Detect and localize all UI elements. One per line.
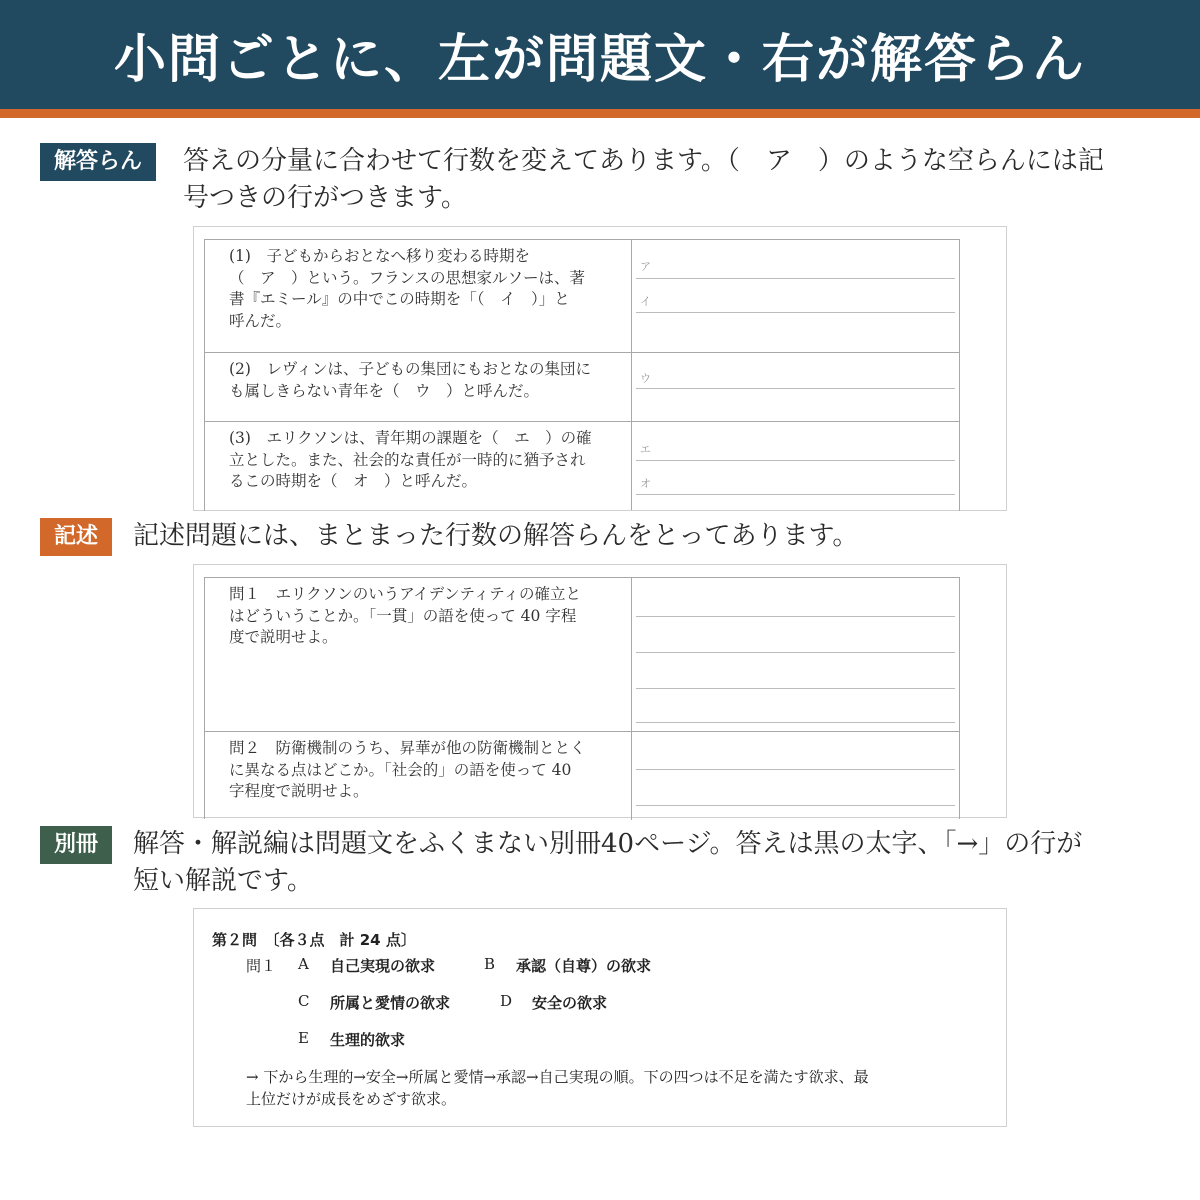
question-row [205, 578, 959, 732]
text-line: (1) 子どもからおとなへ移り変わる時期を [229, 247, 530, 265]
answer-column [631, 422, 959, 510]
page-header [0, 0, 1200, 118]
desc-line: 号つきの行がつきます。 [183, 183, 467, 213]
section-desc-booklet [133, 826, 1082, 900]
question-row [205, 422, 959, 510]
text-line: 書『エミール』の中でこの時期を「（ イ ）」と [229, 290, 570, 308]
answer-line [636, 769, 955, 770]
question-text [229, 584, 625, 649]
sample-written-sheet [193, 564, 1007, 818]
answer-line [636, 805, 955, 806]
answer-line [636, 388, 955, 389]
section-tag-answer: 解答らん [40, 143, 156, 181]
section-tag-written: 記述 [40, 518, 112, 556]
answer-line [636, 312, 955, 313]
answer-text: 承認（自尊）の欲求 [516, 957, 652, 975]
answer-line [636, 652, 955, 653]
sample-answer-booklet [193, 908, 1007, 1127]
text-line: に異なる点はどこか。「社会的」の語を使って 40 [229, 760, 572, 779]
answer-column [631, 578, 959, 731]
text-line: はどういうことか。「一貫」の語を使って 40 字程 [229, 606, 577, 625]
answer-label: ア [640, 260, 651, 273]
text-line: 問１ エリクソンのいうアイデンティティの確立と [229, 585, 582, 603]
booklet-note-line: 上位だけが成長をめざす欲求。 [246, 1090, 457, 1108]
text-line: 立とした。また、社会的な責任が一時的に猶予され [229, 450, 586, 469]
booklet-note-line: → 下から生理的→安全→所属と愛情→承認→自己実現の順。下の四つは不足を満たす欲求、最 [246, 1068, 869, 1086]
text-line: （ ア ）という。フランスの思想家ルソーは、著 [229, 268, 586, 287]
answer-letter: A [298, 955, 309, 973]
text-line: (3) エリクソンは、青年期の課題を（ エ ）の確 [229, 429, 592, 447]
answer-column [631, 240, 959, 352]
answer-line [636, 278, 955, 279]
question-row [205, 353, 959, 422]
answer-label: ウ [640, 372, 651, 385]
booklet-question-label: 問１ [246, 957, 277, 975]
answer-text: 安全の欲求 [532, 994, 608, 1012]
page-title: 小問ごとに、左が問題文・右が解答らん [113, 30, 1086, 90]
answer-column [631, 732, 959, 820]
answer-column [631, 353, 959, 421]
sample-answer-sheet [193, 226, 1007, 511]
text-line: 度で説明せよ。 [229, 628, 338, 646]
text-line: 字程度で説明せよ。 [229, 782, 369, 800]
answer-line [636, 460, 955, 461]
answer-label: イ [640, 295, 651, 308]
section-written [40, 518, 1160, 558]
question-table [204, 239, 960, 511]
question-text [229, 246, 625, 332]
text-line: (2) レヴィンは、子どもの集団にもおとなの集団に [229, 360, 592, 378]
text-line: 問２ 防衛機制のうち、昇華が他の防衛機制ととく [229, 739, 586, 757]
answer-letter: B [484, 955, 496, 973]
section-desc-written [133, 518, 858, 555]
desc-line: 解答・解説編は問題文をふくまない別冊40ページ。答えは黒の太字、「→」の行が [133, 829, 1083, 859]
question-text [229, 738, 625, 803]
text-line: 呼んだ。 [229, 311, 292, 330]
text-line: も属しきらない青年を（ ウ ）と呼んだ。 [229, 381, 540, 400]
answer-letter: D [500, 992, 513, 1010]
booklet-heading: 第２問 〔各３点 計 24 点〕 [212, 931, 416, 949]
section-tag-booklet: 別冊 [40, 826, 112, 864]
answer-label: エ [640, 443, 651, 456]
section-desc-answer [183, 143, 1104, 217]
answer-letter: E [298, 1029, 309, 1047]
answer-text: 自己実現の欲求 [330, 957, 436, 975]
question-text [229, 428, 625, 493]
answer-line [636, 688, 955, 689]
question-text [229, 359, 625, 402]
answer-text: 生理的欲求 [330, 1031, 406, 1049]
question-row [205, 732, 959, 820]
question-row [205, 240, 959, 353]
section-booklet [40, 826, 1160, 906]
desc-line: 短い解説です。 [133, 866, 313, 896]
answer-line [636, 616, 955, 617]
answer-label: オ [640, 477, 651, 490]
answer-line [636, 494, 955, 495]
text-line: るこの時期を（ オ ）と呼んだ。 [229, 472, 478, 490]
desc-line: 記述問題には、まとまった行数の解答らんをとってあります。 [133, 521, 859, 551]
answer-line [636, 722, 955, 723]
answer-letter: C [298, 992, 310, 1010]
section-answer [40, 143, 1160, 223]
desc-line: 答えの分量に合わせて行数を変えてあります。（ ア ）のような空らんには記 [183, 146, 1104, 176]
answer-text: 所属と愛情の欲求 [330, 994, 451, 1012]
question-table [204, 577, 960, 819]
